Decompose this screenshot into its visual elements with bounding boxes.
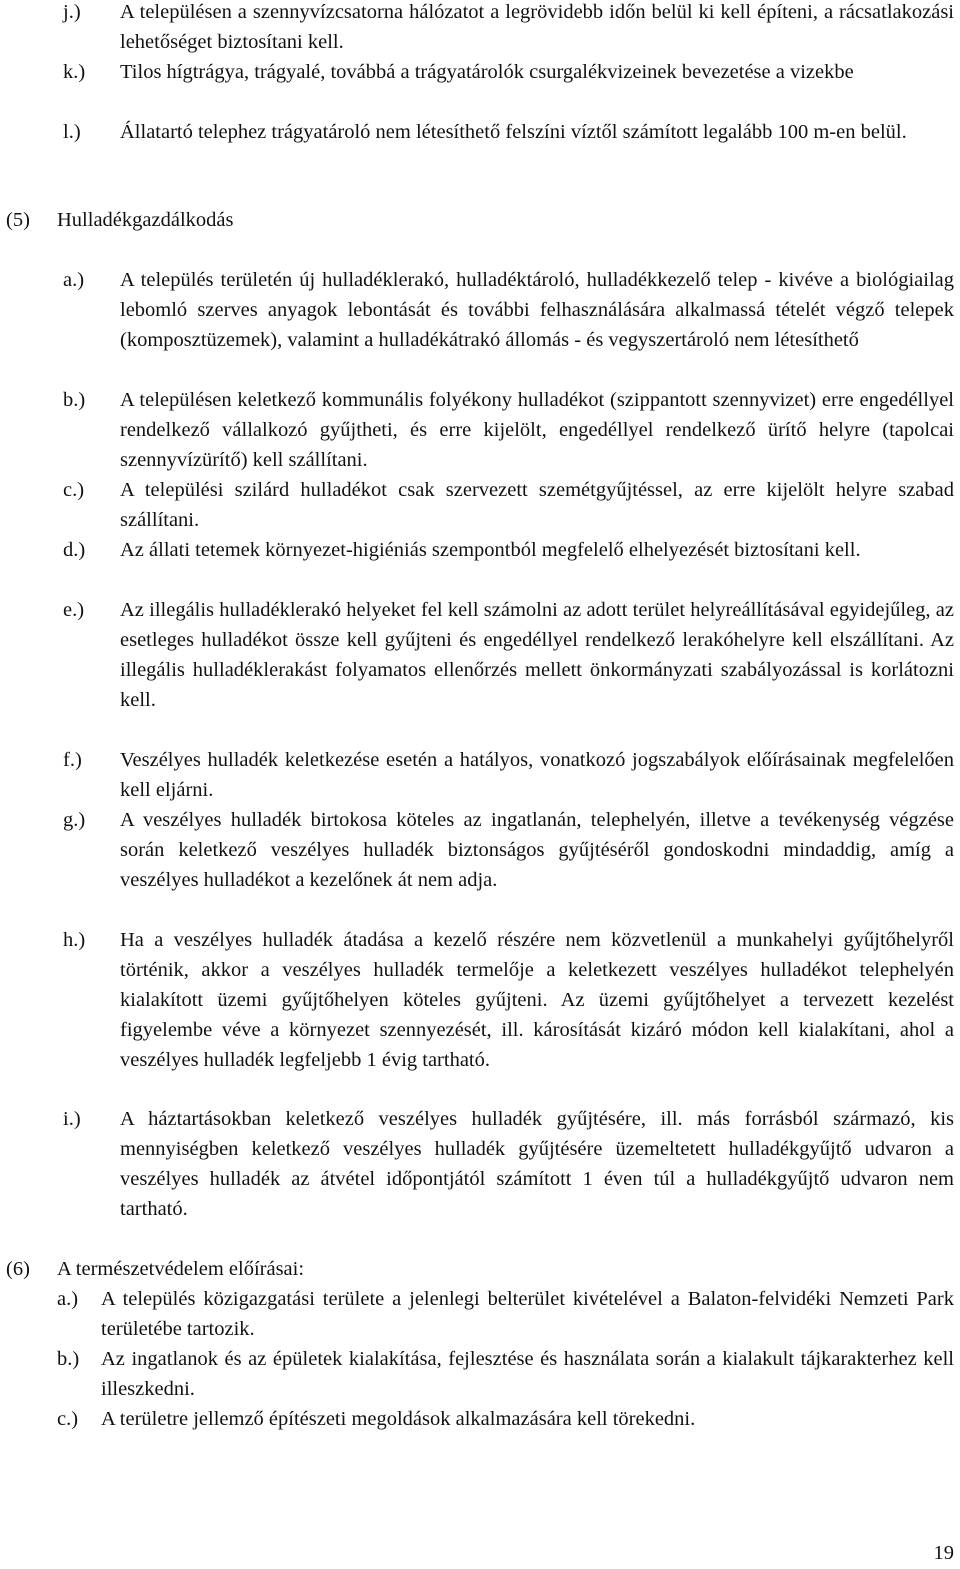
item-label: k.)	[63, 61, 86, 83]
list-item	[63, 535, 954, 565]
item-label: b.)	[57, 1348, 80, 1370]
item-label: e.)	[63, 599, 85, 621]
section-number: (6)	[6, 1258, 30, 1280]
item-text: Az illegális hulladéklerakó helyeket fel kell számolni az adott terület helyreállításával egyidejűleg, az esetleges hulladékot össze kell gyűjteni és engedéllyel rendelkező lerakóhelyre kell elszállítani. Az illegális hulladéklerakást folyamatos ellenőrzés mellett önkormányzati szabályozással is korlátozni kell.	[120, 599, 954, 711]
item-label: f.)	[63, 749, 82, 771]
list-item	[63, 595, 954, 715]
list-item	[63, 805, 954, 895]
item-text: A településen keletkező kommunális folyékony hulladékot (szippantott szennyvizet) erre engedéllyel rendelkező vállalkozó gyűjtheti, és erre kijelölt, engedéllyel rendelkező ürítő helyre (tapolcai szennyvízürítő) kell szállítani.	[120, 389, 954, 471]
item-text: A települési szilárd hulladékot csak szervezett szemétgyűjtéssel, az erre kijelölt helyre szabad szállítani.	[120, 479, 954, 531]
list-item	[63, 0, 954, 57]
item-label: c.)	[63, 479, 85, 501]
section-title: A természetvédelem előírásai:	[57, 1258, 305, 1280]
item-label: b.)	[63, 389, 86, 411]
item-text: A település területén új hulladéklerakó, hulladéktároló, hulladékkezelő telep - kivéve a biológiailag lebomló szerves anyagok lebontását és további felhasználására alkalmassá tételét végző telepek (komposztüzemek), valamint a hulladékátrakó állomás - és vegyszertároló nem létesíthető	[120, 269, 954, 351]
list-item	[63, 1104, 954, 1224]
item-label: i.)	[63, 1108, 81, 1130]
list-item	[63, 925, 954, 1075]
item-text: Tilos hígtrágya, trágyalé, továbbá a trágyatárolók csurgalékvizeinek bevezetése a vizekbe	[120, 61, 854, 83]
list-item	[63, 385, 954, 475]
item-text: A település közigazgatási területe a jelenlegi belterület kivételével a Balaton-felvidéki Nemzeti Park területébe tartozik.	[101, 1288, 954, 1340]
list-item	[57, 1404, 954, 1434]
item-text: A területre jellemző építészeti megoldások alkalmazására kell törekedni.	[101, 1408, 696, 1430]
item-label: d.)	[63, 539, 86, 561]
item-label: c.)	[57, 1408, 79, 1430]
item-text: Veszélyes hulladék keletkezése esetén a hatályos, vonatkozó jogszabályok előírásainak megfelelően kell eljárni.	[120, 749, 954, 801]
item-text: Az állati tetemek környezet-higiéniás szempontból megfelelő elhelyezését biztosítani kell.	[120, 539, 861, 561]
list-item	[63, 117, 954, 147]
item-text: Az ingatlanok és az épületek kialakítása, fejlesztése és használata során a kialakult tájkarakterhez kell illeszkedni.	[101, 1348, 954, 1400]
item-label: l.)	[63, 121, 81, 143]
item-label: g.)	[63, 809, 86, 831]
list-item	[63, 57, 954, 87]
item-text: Állatartó telephez trágyatároló nem létesíthető felszíni víztől számított legalább 100 m-en belül.	[120, 121, 907, 143]
section-title: Hulladékgazdálkodás	[57, 209, 234, 231]
item-text: A településen a szennyvízcsatorna hálózatot a legrövidebb időn belül ki kell építeni, a rácsatlakozási lehetőséget biztosítani kell.	[120, 1, 954, 53]
list-item	[57, 1344, 954, 1404]
item-label: a.)	[57, 1288, 79, 1310]
item-label: a.)	[63, 269, 85, 291]
page-number: 19	[933, 1542, 954, 1564]
item-label: h.)	[63, 929, 86, 951]
list-item	[63, 265, 954, 355]
list-item	[63, 745, 954, 805]
list-item	[57, 1284, 954, 1344]
item-text: Ha a veszélyes hulladék átadása a kezelő részére nem közvetlenül a munkahelyi gyűjtőhelyről történik, akkor a veszélyes hulladék termelője a keletkezett veszélyes hulladékot telephelyén kialakított üzemi gyűjtőhelyen köteles gyűjteni. Az üzemi gyűjtőhelyet a tervezett kezelést figyelembe véve a környezet szennyezését, ill. károsítását kizáró módon kell kialakítani, ahol a veszélyes hulladék legfeljebb 1 évig tartható.	[120, 929, 954, 1071]
item-text: A veszélyes hulladék birtokosa köteles az ingatlanán, telephelyén, illetve a tevékenység végzése során keletkező veszélyes hulladék biztonságos gyűjtéséről gondoskodni mindaddig, amíg a veszélyes hulladékot a kezelőnek át nem adja.	[120, 809, 954, 891]
item-label: j.)	[63, 1, 81, 23]
list-item	[63, 475, 954, 535]
item-text: A háztartásokban keletkező veszélyes hulladék gyűjtésére, ill. más forrásból származó, kis mennyiségben keletkező veszélyes hulladék gyűjtésére üzemeltetett hulladékgyűjtő udvaron a veszélyes hulladék az átvétel időpontjától számított 1 éven túl a hulladékgyűjtő udvaron nem tartható.	[120, 1108, 954, 1220]
section-number: (5)	[6, 209, 30, 231]
